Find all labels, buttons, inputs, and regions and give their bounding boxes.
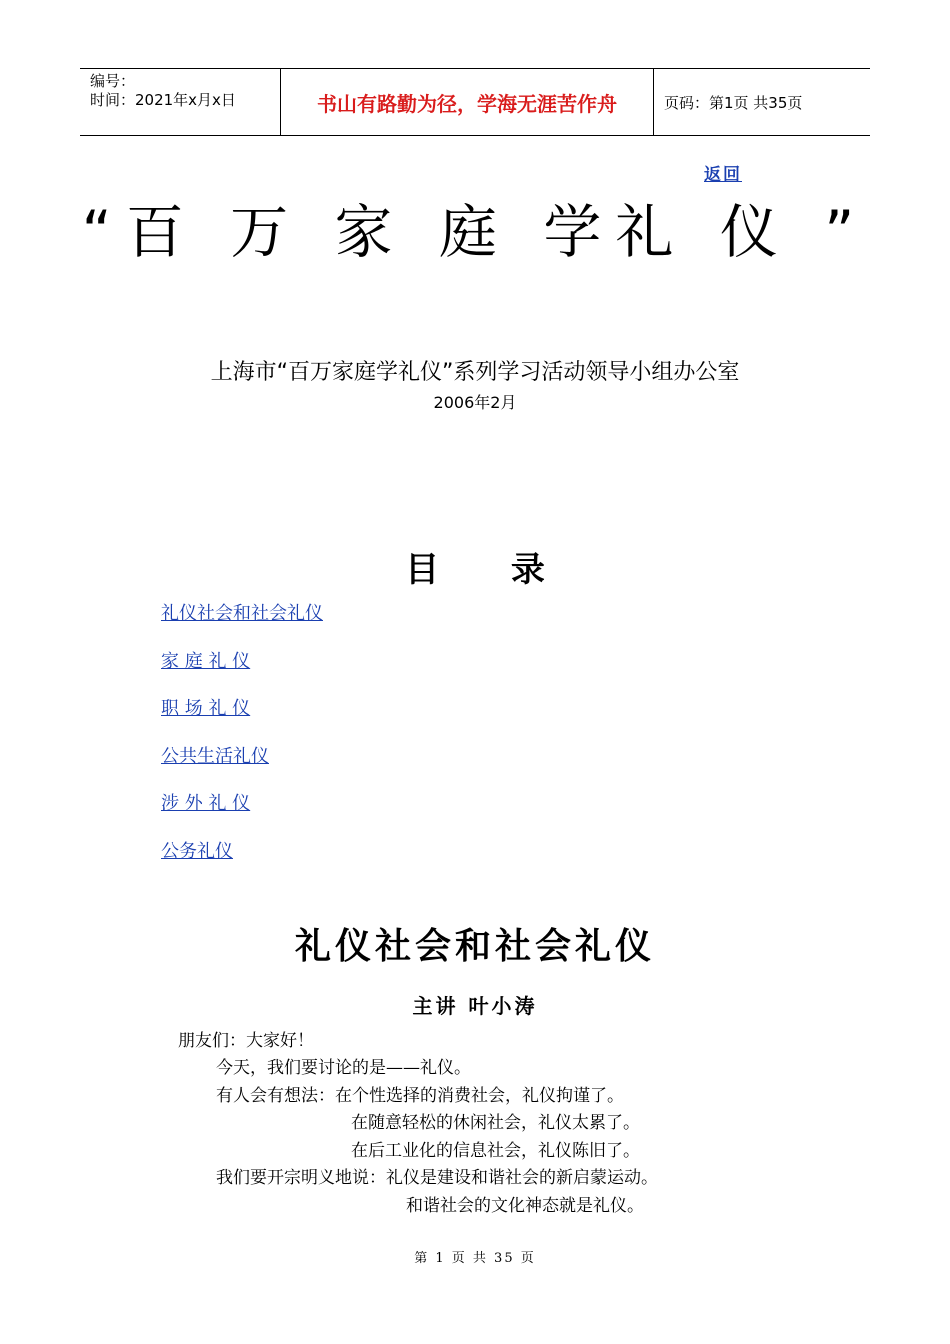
toc-list [161,600,323,885]
header-page-info: 页码：第1页 共35页 [664,93,803,112]
page-footer: 第 1 页 共 35 页 [414,1251,536,1266]
organization: 上海市“百万家庭学礼仪”系列学习活动领导小组办公室 [210,360,740,385]
publish-date: 2006年2月 [433,393,517,412]
serial-label: 编号： [90,72,136,90]
toc-item [161,648,323,696]
header-table [80,68,870,136]
toc-link-social-etiquette[interactable]: 礼仪社会和社会礼仪 [161,603,323,624]
toc-item [161,838,323,886]
back-link[interactable]: 返回 [704,165,742,185]
time-label: 时间：2021年x月x日 [90,91,236,109]
section-title: 礼仪社会和社会礼仪 [294,925,655,967]
toc-link-public-etiquette[interactable]: 公共生活礼仪 [161,745,269,767]
toc-link-family-etiquette[interactable]: 家 庭 礼 仪 [161,650,251,672]
body-line: 和谐社会的文化神态就是礼仪。 [406,1196,644,1216]
body-line: 我们要开宗明义地说：礼仪是建设和谐社会的新启蒙运动。 [216,1168,658,1188]
toc-item [161,600,323,648]
toc-item [161,790,323,838]
body-line: 在后工业化的信息社会，礼仪陈旧了。 [351,1141,640,1161]
toc-link-official-etiquette[interactable]: 公务礼仪 [161,840,233,862]
toc-item [161,695,323,743]
speaker-line: 主讲 叶小涛 [412,994,538,1018]
toc-link-foreign-etiquette[interactable]: 涉 外 礼 仪 [161,793,251,814]
toc-link-workplace-etiquette[interactable]: 职 场 礼 仪 [161,698,251,719]
toc-item [161,743,323,791]
body-line: 朋友们：大家好！ [178,1031,314,1051]
header-meta [80,69,281,135]
body-line: 有人会有想法：在个性选择的消费社会，礼仪拘谨了。 [216,1086,624,1106]
toc-title: 目 录 [405,550,575,590]
main-title: “百 万 家 庭 学礼 仪 ” [81,198,869,266]
body-line: 今天，我们要讨论的是——礼仪。 [216,1058,471,1078]
header-motto: 书山有路勤为径，学海无涯苦作舟 [281,69,654,135]
body-line: 在随意轻松的休闲社会，礼仪太累了。 [351,1113,640,1133]
